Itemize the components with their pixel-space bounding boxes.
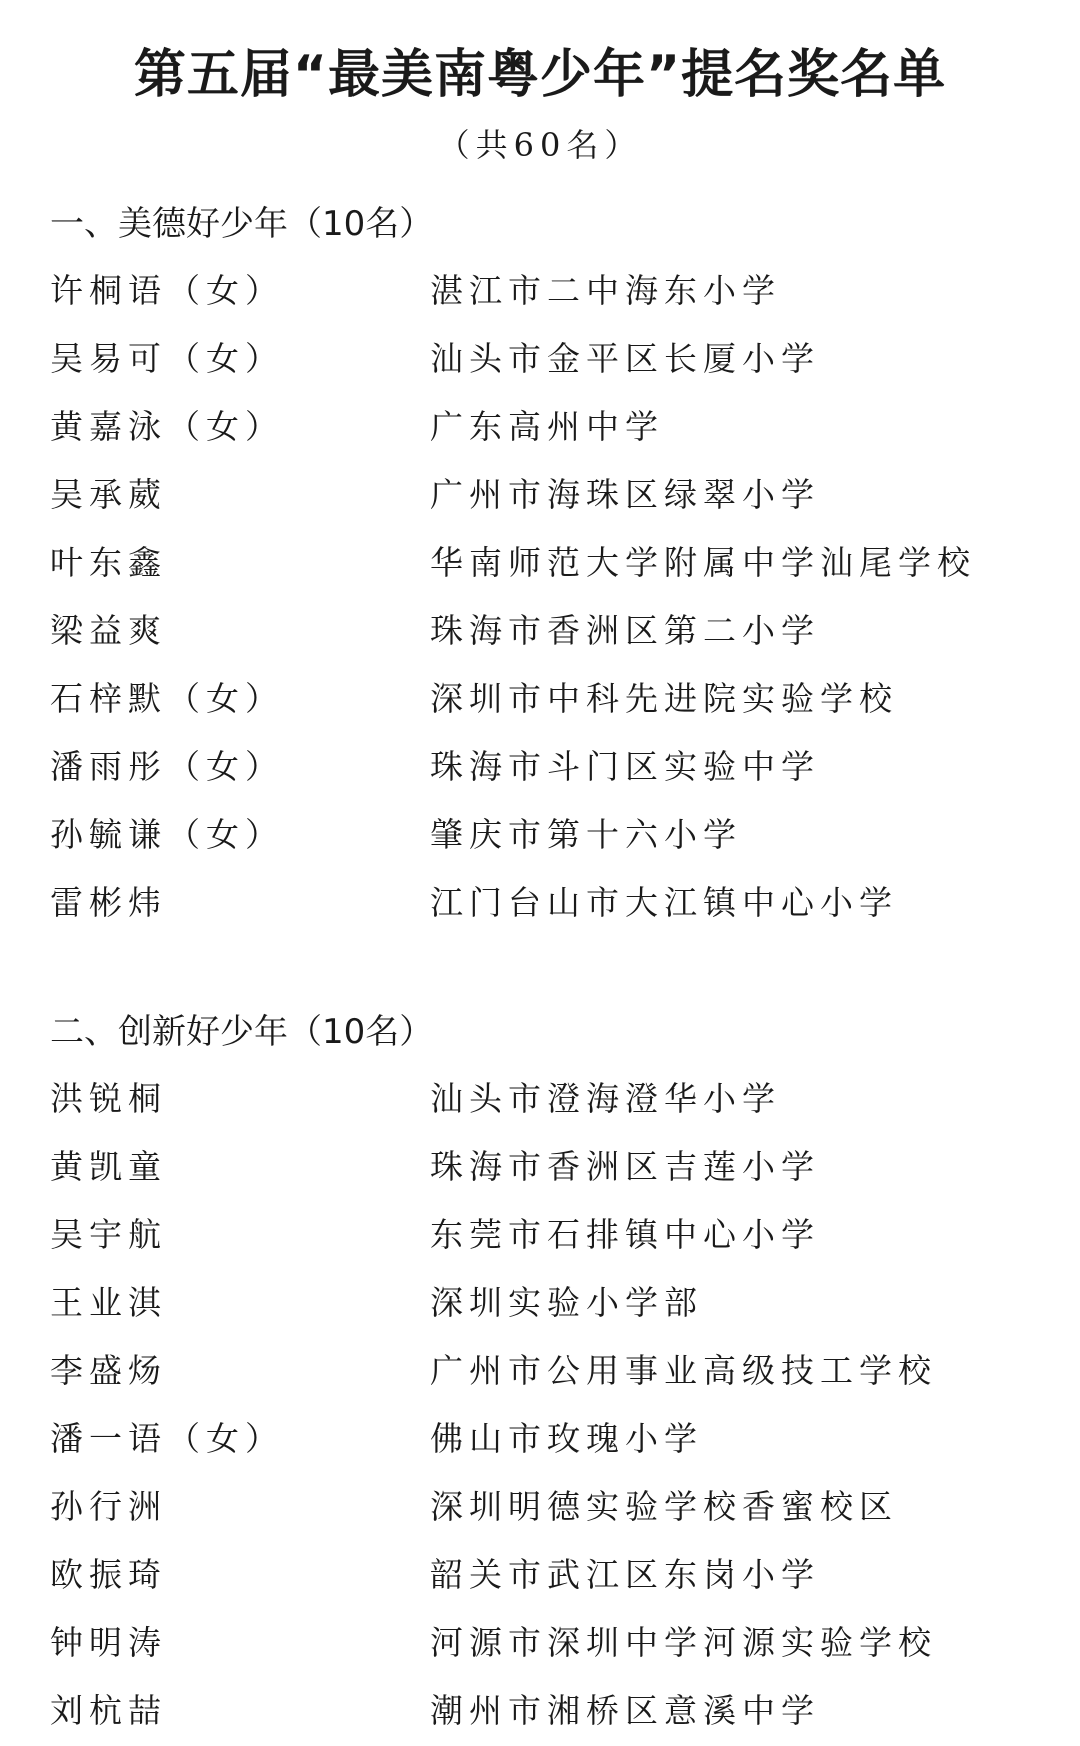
awardee-school: 汕头市金平区长厦小学: [430, 338, 820, 378]
awardee-school: 广东高州中学: [430, 406, 664, 446]
awardee-name: 钟明涛: [50, 1622, 167, 1662]
list-item: [50, 1674, 1050, 1742]
awardee-name: 洪锐桐: [50, 1078, 167, 1118]
list-item: [50, 322, 1050, 390]
awardee-school: 东莞市石排镇中心小学: [430, 1214, 820, 1254]
list-item: [50, 254, 1050, 322]
list-item: [50, 594, 1050, 662]
awardee-school: 江门台山市大江镇中心小学: [430, 882, 898, 922]
list-item: [50, 798, 1050, 866]
awardee-school: 河源市深圳中学河源实验学校: [430, 1622, 937, 1662]
awardee-name: 黄嘉泳（女）: [50, 406, 284, 446]
awardee-name: 吴承葳: [50, 474, 167, 514]
awardee-name: 石梓默（女）: [50, 678, 284, 718]
awardee-name: 李盛炀: [50, 1350, 167, 1390]
awardee-name: 吴宇航: [50, 1214, 167, 1254]
list-item: [50, 1062, 1050, 1130]
list-item: [50, 1402, 1050, 1470]
list-item: [50, 1130, 1050, 1198]
awardee-school: 广州市公用事业高级技工学校: [430, 1350, 937, 1390]
list-item: [50, 390, 1050, 458]
awardee-school: 韶关市武江区东岗小学: [430, 1554, 820, 1594]
awardee-school: 汕头市澄海澄华小学: [430, 1078, 781, 1118]
list-item: [50, 662, 1050, 730]
list-item: [50, 866, 1050, 934]
list-item: [50, 1470, 1050, 1538]
awardee-school: 深圳实验小学部: [430, 1282, 703, 1322]
page-title: 第五届“最美南粤少年”提名奖名单: [133, 45, 947, 105]
awardee-school: 珠海市斗门区实验中学: [430, 746, 820, 786]
page-subtitle: （共60名）: [437, 126, 643, 164]
awardee-school: 潮州市湘桥区意溪中学: [430, 1690, 820, 1730]
section-virtue: [50, 194, 1050, 934]
section-innovation: [50, 1002, 1050, 1742]
list-item: [50, 1266, 1050, 1334]
awardee-school: 佛山市玫瑰小学: [430, 1418, 703, 1458]
list-item: [50, 1538, 1050, 1606]
awardee-school: 肇庆市第十六小学: [430, 814, 742, 854]
section-heading: 二、创新好少年（10名）: [50, 1012, 434, 1052]
awardee-name: 欧振琦: [50, 1554, 167, 1594]
awardee-name: 许桐语（女）: [50, 270, 284, 310]
section-heading: 一、美德好少年（10名）: [50, 204, 434, 244]
awardee-name: 孙行洲: [50, 1486, 167, 1526]
awardee-school: 珠海市香洲区第二小学: [430, 610, 820, 650]
awardee-name: 潘雨彤（女）: [50, 746, 284, 786]
awardee-name: 刘杭喆: [50, 1690, 167, 1730]
awardee-name: 孙毓谦（女）: [50, 814, 284, 854]
list-item: [50, 458, 1050, 526]
awardee-name: 吴易可（女）: [50, 338, 284, 378]
awardee-school: 深圳明德实验学校香蜜校区: [430, 1486, 898, 1526]
list-item: [50, 1334, 1050, 1402]
awardee-name: 雷彬炜: [50, 882, 167, 922]
awardee-school: 广州市海珠区绿翠小学: [430, 474, 820, 514]
awardee-school: 深圳市中科先进院实验学校: [430, 678, 898, 718]
list-item: [50, 1606, 1050, 1674]
list-item: [50, 730, 1050, 798]
awardee-school: 湛江市二中海东小学: [430, 270, 781, 310]
awardee-name: 王业淇: [50, 1282, 167, 1322]
awardee-name: 叶东鑫: [50, 542, 167, 582]
list-item: [50, 1198, 1050, 1266]
awardee-school: 珠海市香洲区吉莲小学: [430, 1146, 820, 1186]
awardee-name: 黄凯童: [50, 1146, 167, 1186]
awardee-school: 华南师范大学附属中学汕尾学校: [430, 542, 976, 582]
awardee-name: 梁益爽: [50, 610, 167, 650]
awardee-name: 潘一语（女）: [50, 1418, 284, 1458]
list-item: [50, 526, 1050, 594]
